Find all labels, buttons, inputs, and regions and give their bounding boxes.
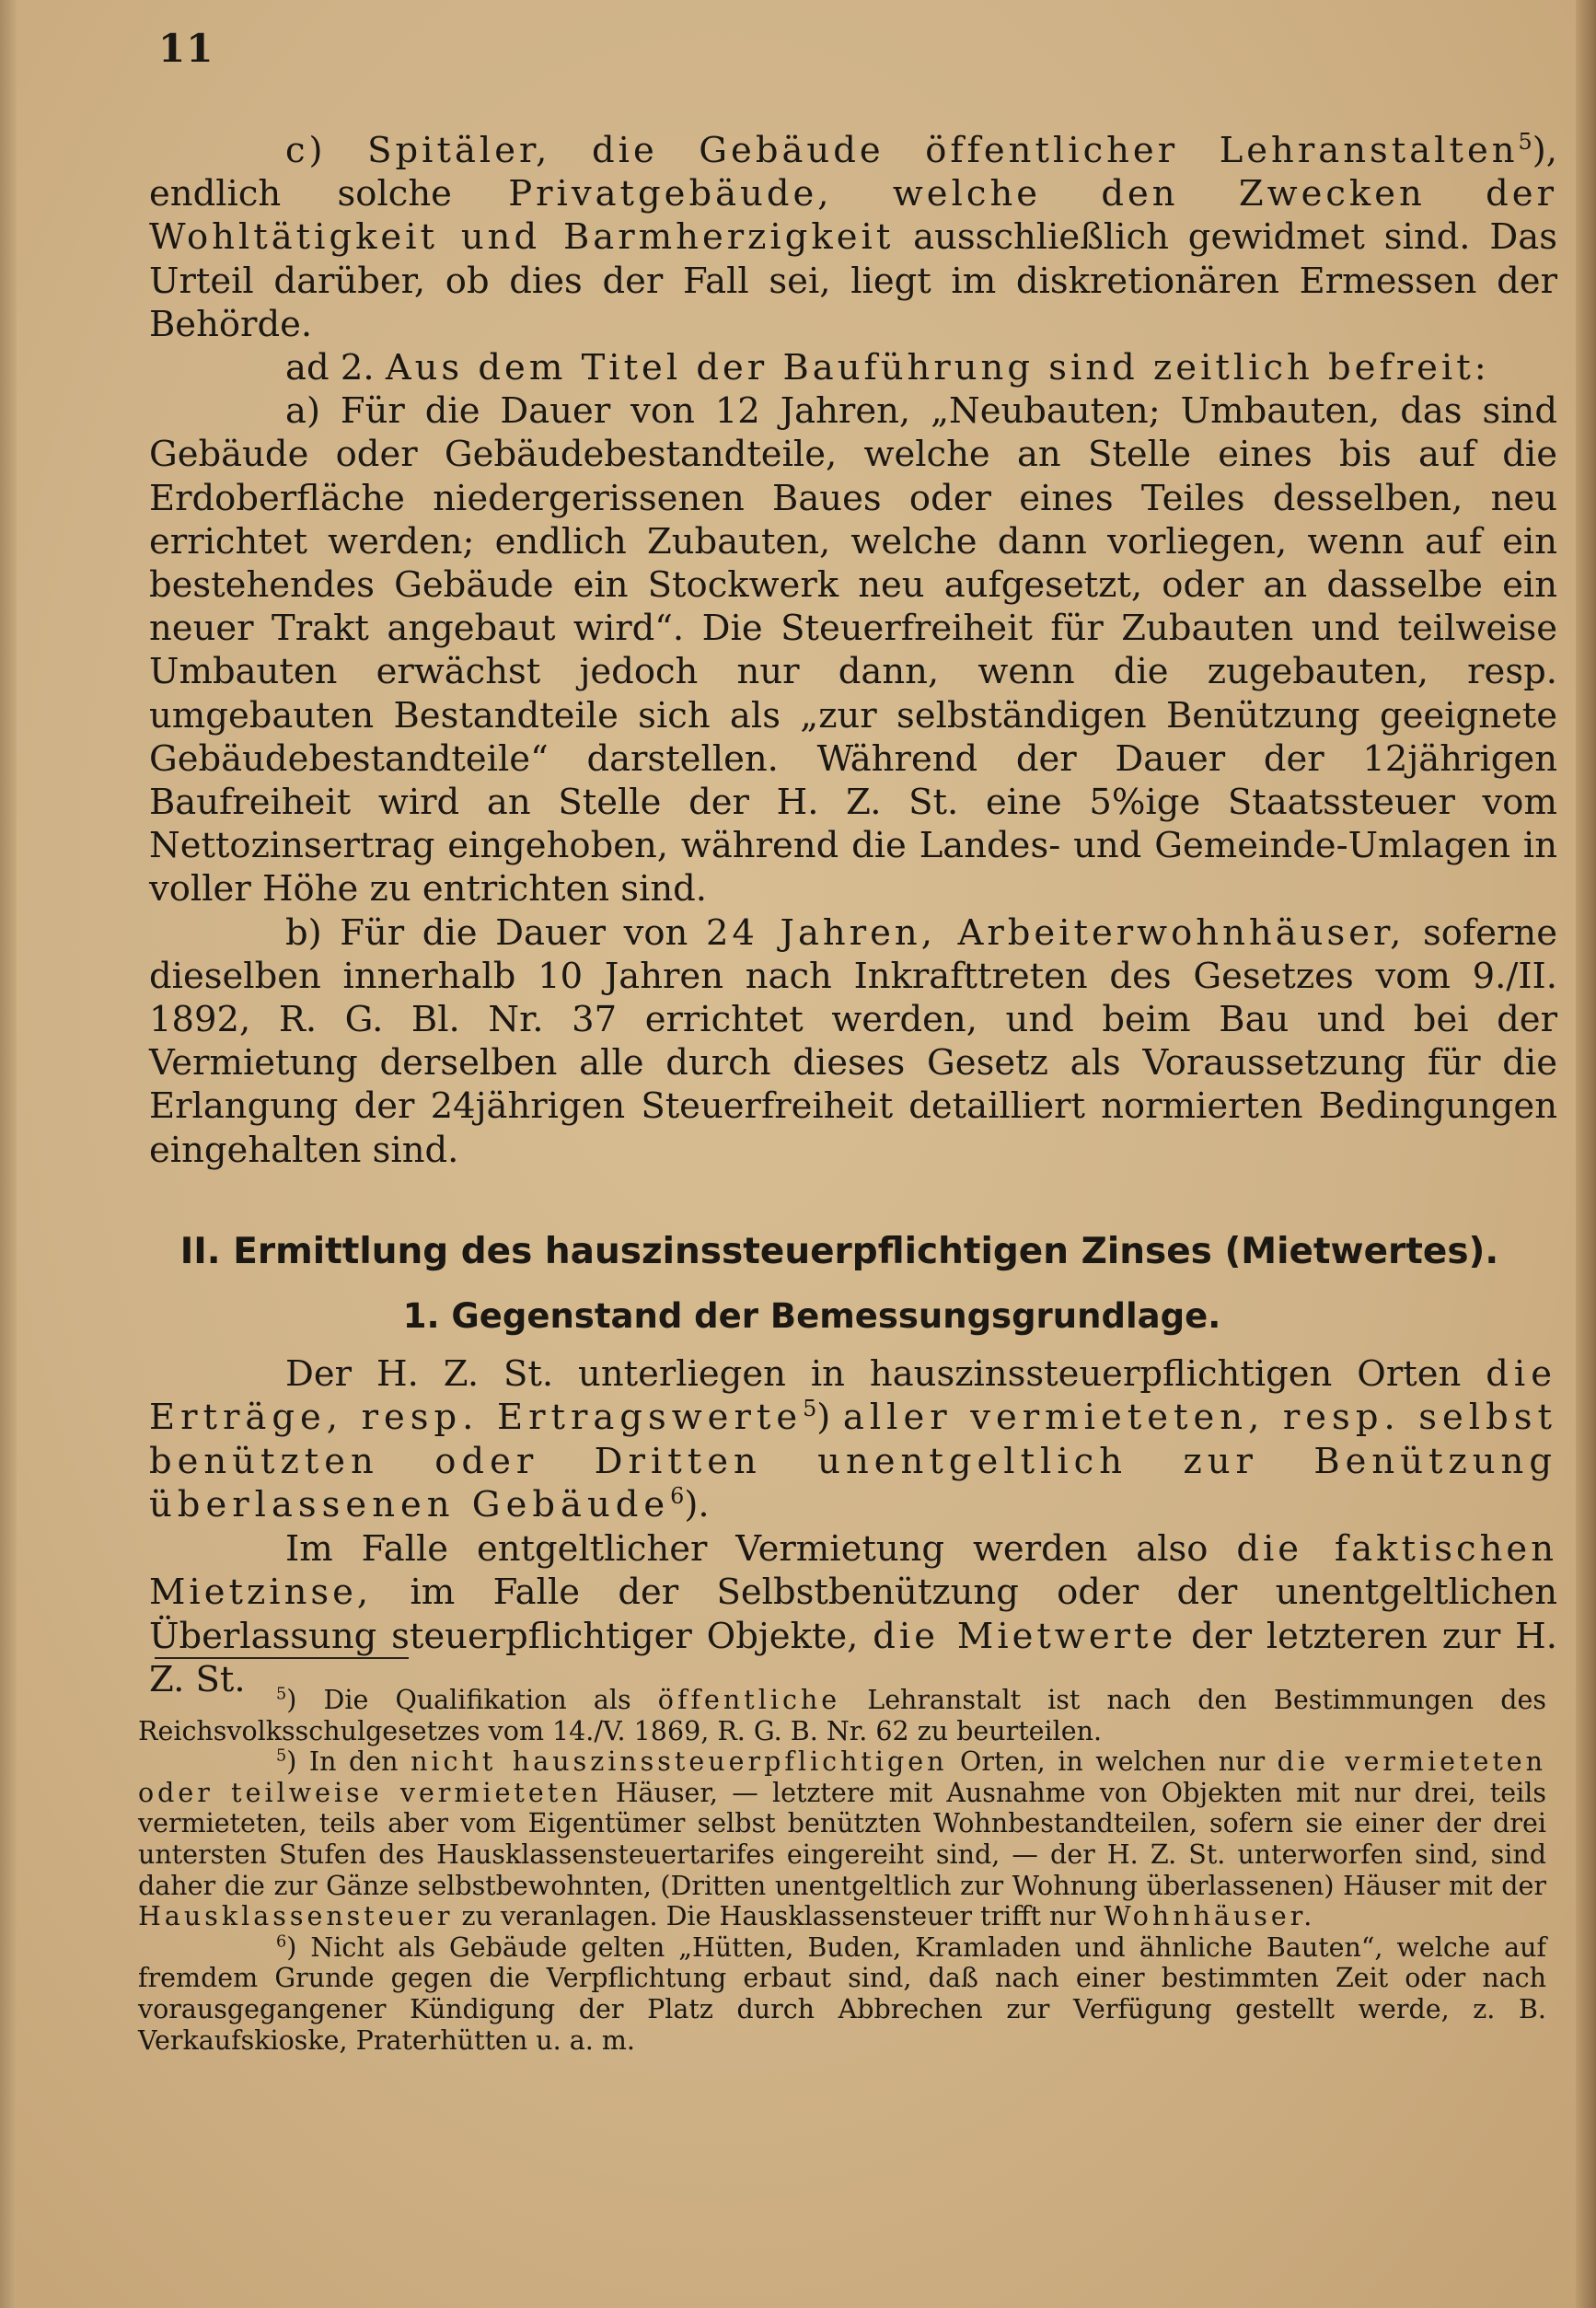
page-left-edge — [0, 0, 17, 2308]
paragraph-gegenstand: Der H. Z. St. unterliegen in hauszinssteuerpflichtigen Orten die Erträge, resp. Ertragswerte$^5$) aller vermieteten, resp. selbst benützten oder Dritten unentgeltlich zur Benützung überlassenen Gebäude$^6$). — [149, 1352, 1557, 1526]
footnote-5-second: $^5$) In den nicht hauszinssteuerpflichtigen Orten, in welchen nur die vermieteten oder teilweise vermieteten Häuser, — letztere mit Ausnahme von Objekten mit nur drei, teils vermieteten, teils aber vom Eigentümer selbst benützten Wohnbestandteilen, sofern sie einer der drei untersten Stufen des Hausklassensteuertarifes eingereiht sind, — der H. Z. St. unterworfen sind, sind daher die zur Gänze selbstbewohnten, (Dritten unentgeltlich zur Wohnung überlassenen) Häuser mit der Hausklassensteuer zu veranlagen. Die Hausklassensteuer trifft nur Wohnhäuser. — [138, 1746, 1546, 1932]
main-text — [149, 129, 1557, 1702]
paragraph-spitaeler: c) Spitäler, die Gebäude öffentlicher Lehranstalten$^5$), endlich solche Privatgebäude, welche den Zwecken der Wohltätigkeit und Barmherzigkeit ausschließlich gewidmet sind. Das Urteil darüber, ob dies der Fall sei, liegt im diskretionären Ermessen der Behörde. — [149, 129, 1557, 345]
page-number: 11 — [158, 26, 214, 71]
paragraph-vermietung: Im Falle entgeltlicher Vermietung werden also die faktischen Mietzinse, im Falle der Selbstbenützung oder der unentgeltlichen Überlassung steuerpflichtiger Objekte, die Mietwerte der letzteren zur H. Z. St. — [149, 1527, 1557, 1701]
footnote-5: $^5$) Die Qualifikation als öffentliche Lehranstalt ist nach den Bestimmungen des Reichsvolksschulgesetzes vom 14./V. 1869, R. G. B. Nr. 62 zu beurteilen. — [138, 1685, 1547, 1746]
paragraph-a-neubauten: a) Für die Dauer von 12 Jahren, „Neubauten; Umbauten, das sind Gebäude oder Gebäudebestandteile, welche an Stelle eines bis auf die Erdoberfläche niedergerissenen Baues oder eines Teiles desselben, neu errichtet werden; endlich Zubauten, welche dann vorliegen, wenn auf ein bestehendes Gebäude ein Stockwerk neu aufgesetzt, oder an dasselbe ein neuer Trakt angebaut wird“. Die Steuerfreiheit für Zubauten und teilweise Umbauten erwächst jedoch nur dann, wenn die zugebauten, resp. umgebauten Bestandteile sich als „zur selbständigen Benützung geeignete Gebäudebestandteile“ darstellen. Während der Dauer der 12jährigen Baufreiheit wird an Stelle der H. Z. St. eine 5%ige Staatssteuer vom Nettozinsertrag eingehoben, während die Landes- und Gemeinde-Umlagen in voller Höhe zu entrichten sind. — [149, 390, 1557, 910]
footnote-ref: 5 — [803, 1396, 817, 1422]
section-heading: II. Ermittlung des hauszinssteuerpflichtigen Zinses (Mietwertes). — [179, 1230, 1499, 1272]
footnote-6: $^6$) Nicht als Gebäude gelten „Hütten, Buden, Kramladen und ähnliche Bauten“, welche auf fremdem Grunde gegen die Verpflichtung erbaut sind, daß nach einer bestimmten Zeit oder nach vorausgegangener Kündigung der Platz durch Abbrechen zur Verfügung gestellt werde, z. B. Verkaufskioske, Praterhütten u. a. m. — [138, 1931, 1546, 2056]
footnotes — [138, 1685, 1546, 2056]
footnote-divider — [155, 1657, 409, 1659]
paragraph-b-arbeiterwohnhaeuser: b) Für die Dauer von 24 Jahren, Arbeiterwohnhäuser, soferne dieselben innerhalb 10 Jahren nach Inkrafttreten des Gesetzes vom 9./II. 1892, R. G. Bl. Nr. 37 errichtet werden, und beim Bau und bei der Vermietung derselben alle durch dieses Gesetz als Voraussetzung für die Erlangung der 24jährigen Steuerfreiheit detailliert normierten Bedingungen eingehalten sind. — [149, 911, 1557, 1171]
footnote-ref: 5 — [1518, 129, 1532, 156]
footnote-ref: 6 — [670, 1483, 685, 1510]
subsection-heading: 1. Gegenstand der Bemessungsgrundlage. — [402, 1295, 1221, 1336]
paragraph-ad2: ad 2. Aus dem Titel der Bauführung sind zeitlich befreit: — [285, 347, 1490, 389]
adjacent-page-edge — [1576, 0, 1596, 2308]
